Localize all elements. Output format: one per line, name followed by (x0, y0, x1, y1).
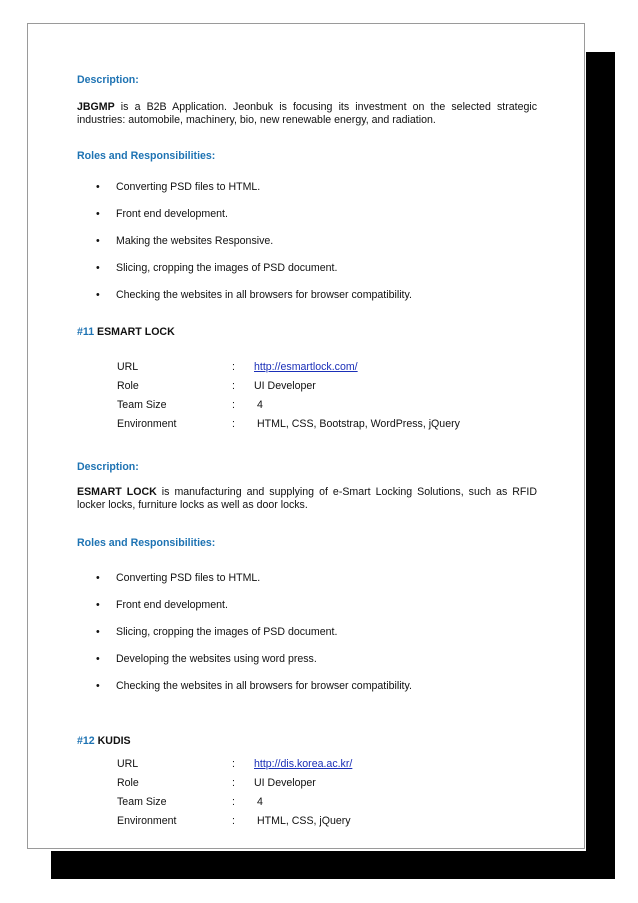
list-item: • Making the websites Responsive. (96, 235, 274, 247)
description-paragraph (77, 101, 537, 127)
list-item: • Checking the websites in all browsers for browser compatibility. (96, 680, 412, 692)
bullet-icon: • (96, 235, 100, 247)
project-name: KUDIS (97, 735, 131, 747)
roles-heading: Roles and Responsibilities: (77, 150, 216, 162)
bullet-icon: • (96, 208, 100, 220)
project-title (77, 326, 175, 339)
bullet-icon: • (96, 262, 100, 274)
bullet-icon: • (96, 599, 100, 611)
list-item: • Front end development. (96, 208, 228, 220)
description-paragraph (77, 486, 537, 512)
list-item: • Slicing, cropping the images of PSD document. (96, 262, 338, 274)
description-text: is a B2B Application. Jeonbuk is focusing its investment on the selected strategic industries: automobile, machinery, bio, new renewable energy, and radiation. (77, 101, 537, 126)
roles-heading: Roles and Responsibilities: (77, 537, 216, 549)
bullet-icon: • (96, 181, 100, 193)
project-name: ESMART LOCK (97, 326, 175, 338)
page-shadow-bottom (51, 851, 615, 879)
description-heading: Description: (77, 461, 139, 473)
list-item: • Front end development. (96, 599, 228, 611)
list-item: • Checking the websites in all browsers for browser compatibility. (96, 289, 412, 301)
list-item: • Slicing, cropping the images of PSD document. (96, 626, 338, 638)
bullet-icon: • (96, 572, 100, 584)
list-item: • Converting PSD files to HTML. (96, 572, 261, 584)
project-name-inline: ESMART LOCK (77, 486, 157, 498)
list-item: • Developing the websites using word press. (96, 653, 317, 665)
description-heading: Description: (77, 74, 139, 86)
bullet-icon: • (96, 680, 100, 692)
url-link[interactable]: http://dis.korea.ac.kr/ (254, 758, 353, 770)
project-number: #11 (77, 326, 95, 338)
url-link[interactable]: http://esmartlock.com/ (254, 361, 358, 373)
project-title (77, 735, 131, 748)
project-number: #12 (77, 735, 95, 747)
bullet-icon: • (96, 289, 100, 301)
document-page (27, 23, 585, 849)
list-item: • Converting PSD files to HTML. (96, 181, 261, 193)
bullet-icon: • (96, 653, 100, 665)
description-text: is manufacturing and supplying of e-Smart Locking Solutions, such as RFID locker locks, furniture locks as well as door locks. (77, 486, 538, 511)
page-shadow-right (586, 52, 615, 879)
bullet-icon: • (96, 626, 100, 638)
project-name-inline: JBGMP (77, 101, 115, 113)
